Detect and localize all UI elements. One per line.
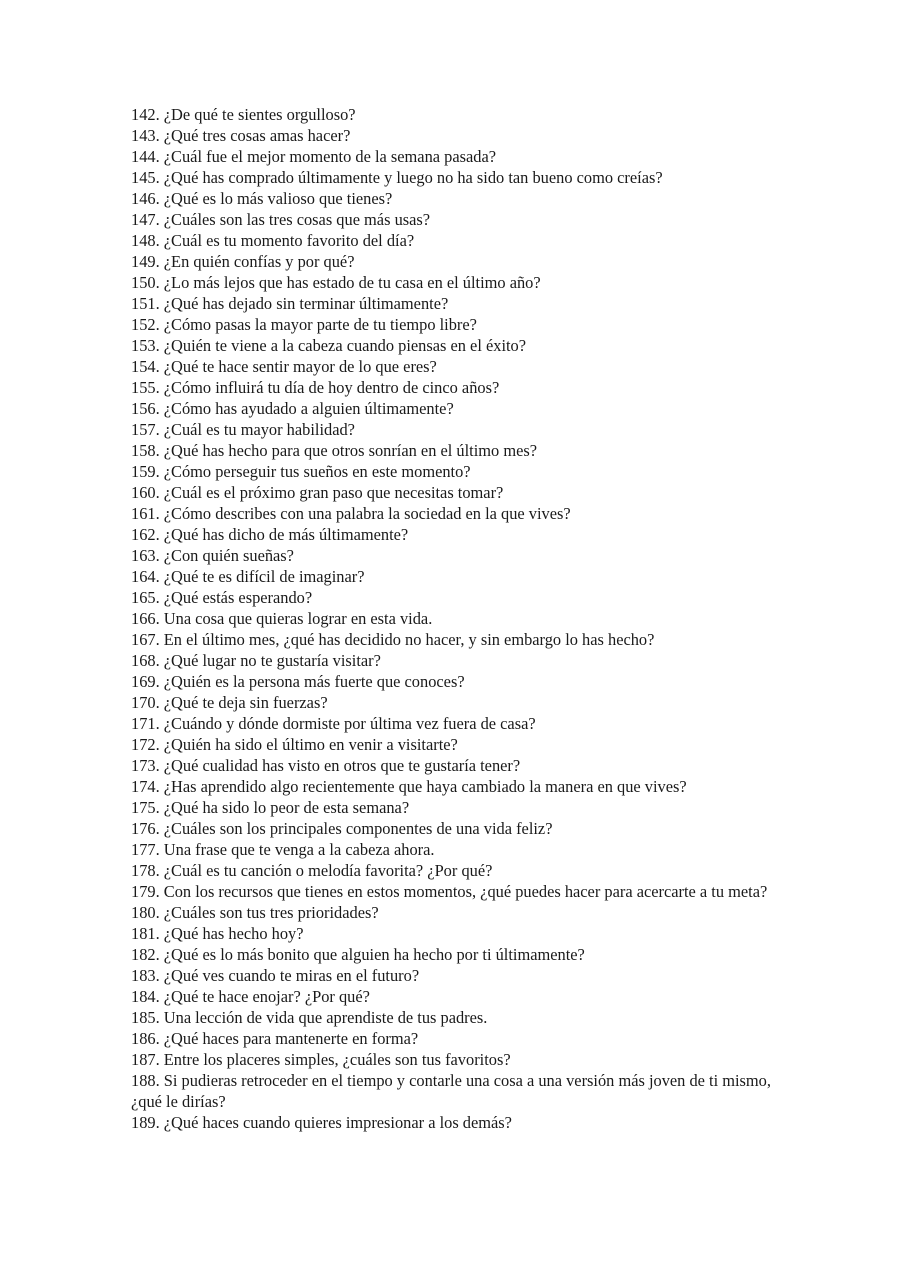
list-item: 187. Entre los placeres simples, ¿cuáles son tus favoritos? [131, 1050, 511, 1069]
list-item: 158. ¿Qué has hecho para que otros sonrían en el último mes? [131, 441, 538, 460]
list-item: 149. ¿En quién confías y por qué? [131, 252, 355, 271]
list-item: 143. ¿Qué tres cosas amas hacer? [131, 126, 351, 145]
list-item: 153. ¿Quién te viene a la cabeza cuando piensas en el éxito? [131, 336, 527, 355]
list-item: 185. Una lección de vida que aprendiste de tus padres. [131, 1008, 488, 1027]
list-item: 161. ¿Cómo describes con una palabra la sociedad en la que vives? [131, 504, 571, 523]
list-item: 178. ¿Cuál es tu canción o melodía favorita? ¿Por qué? [131, 861, 493, 880]
list-item: 176. ¿Cuáles son los principales componentes de una vida feliz? [131, 819, 553, 838]
list-item: 152. ¿Cómo pasas la mayor parte de tu tiempo libre? [131, 315, 477, 334]
list-item: 160. ¿Cuál es el próximo gran paso que necesitas tomar? [131, 483, 504, 502]
list-item: 142. ¿De qué te sientes orgulloso? [131, 105, 356, 124]
list-item: 182. ¿Qué es lo más bonito que alguien ha hecho por ti últimamente? [131, 945, 585, 964]
list-item: 165. ¿Qué estás esperando? [131, 588, 313, 607]
list-item: 180. ¿Cuáles son tus tres prioridades? [131, 903, 379, 922]
question-list [131, 104, 775, 1133]
list-item: 150. ¿Lo más lejos que has estado de tu casa en el último año? [131, 273, 541, 292]
list-item: 145. ¿Qué has comprado últimamente y luego no ha sido tan bueno como creías? [131, 168, 663, 187]
list-item: 172. ¿Quién ha sido el último en venir a visitarte? [131, 735, 458, 754]
list-item: 183. ¿Qué ves cuando te miras en el futuro? [131, 966, 420, 985]
list-item: 171. ¿Cuándo y dónde dormiste por última vez fuera de casa? [131, 714, 536, 733]
list-item: 163. ¿Con quién sueñas? [131, 546, 294, 565]
list-item: 148. ¿Cuál es tu momento favorito del día? [131, 231, 415, 250]
list-item: 170. ¿Qué te deja sin fuerzas? [131, 693, 328, 712]
list-item: 175. ¿Qué ha sido lo peor de esta semana? [131, 798, 410, 817]
list-item: 155. ¿Cómo influirá tu día de hoy dentro de cinco años? [131, 378, 500, 397]
list-item: 154. ¿Qué te hace sentir mayor de lo que eres? [131, 357, 437, 376]
list-item: 173. ¿Qué cualidad has visto en otros que te gustaría tener? [131, 756, 521, 775]
list-item: 167. En el último mes, ¿qué has decidido no hacer, y sin embargo lo has hecho? [131, 630, 655, 649]
list-item: 147. ¿Cuáles son las tres cosas que más usas? [131, 210, 431, 229]
list-item: 169. ¿Quién es la persona más fuerte que conoces? [131, 672, 465, 691]
list-item: 164. ¿Qué te es difícil de imaginar? [131, 567, 365, 586]
list-item: 156. ¿Cómo has ayudado a alguien últimamente? [131, 399, 454, 418]
list-item: 184. ¿Qué te hace enojar? ¿Por qué? [131, 987, 370, 1006]
list-item: 159. ¿Cómo perseguir tus sueños en este momento? [131, 462, 471, 481]
list-item: 177. Una frase que te venga a la cabeza ahora. [131, 840, 435, 859]
list-item: 146. ¿Qué es lo más valioso que tienes? [131, 189, 393, 208]
list-item: 181. ¿Qué has hecho hoy? [131, 924, 304, 943]
list-item: 151. ¿Qué has dejado sin terminar últimamente? [131, 294, 449, 313]
list-item: 188. Si pudieras retroceder en el tiempo y contarle una cosa a una versión más joven de ti mismo, ¿qué le dirías? [131, 1071, 771, 1111]
list-item: 144. ¿Cuál fue el mejor momento de la semana pasada? [131, 147, 497, 166]
list-item: 179. Con los recursos que tienes en estos momentos, ¿qué puedes hacer para acercarte a tu meta? [131, 882, 768, 901]
list-item: 162. ¿Qué has dicho de más últimamente? [131, 525, 409, 544]
list-item: 166. Una cosa que quieras lograr en esta vida. [131, 609, 433, 628]
list-item: 174. ¿Has aprendido algo recientemente que haya cambiado la manera en que vives? [131, 777, 687, 796]
list-item: 157. ¿Cuál es tu mayor habilidad? [131, 420, 355, 439]
list-item: 186. ¿Qué haces para mantenerte en forma? [131, 1029, 419, 1048]
list-item: 168. ¿Qué lugar no te gustaría visitar? [131, 651, 381, 670]
list-item: 189. ¿Qué haces cuando quieres impresionar a los demás? [131, 1113, 512, 1132]
